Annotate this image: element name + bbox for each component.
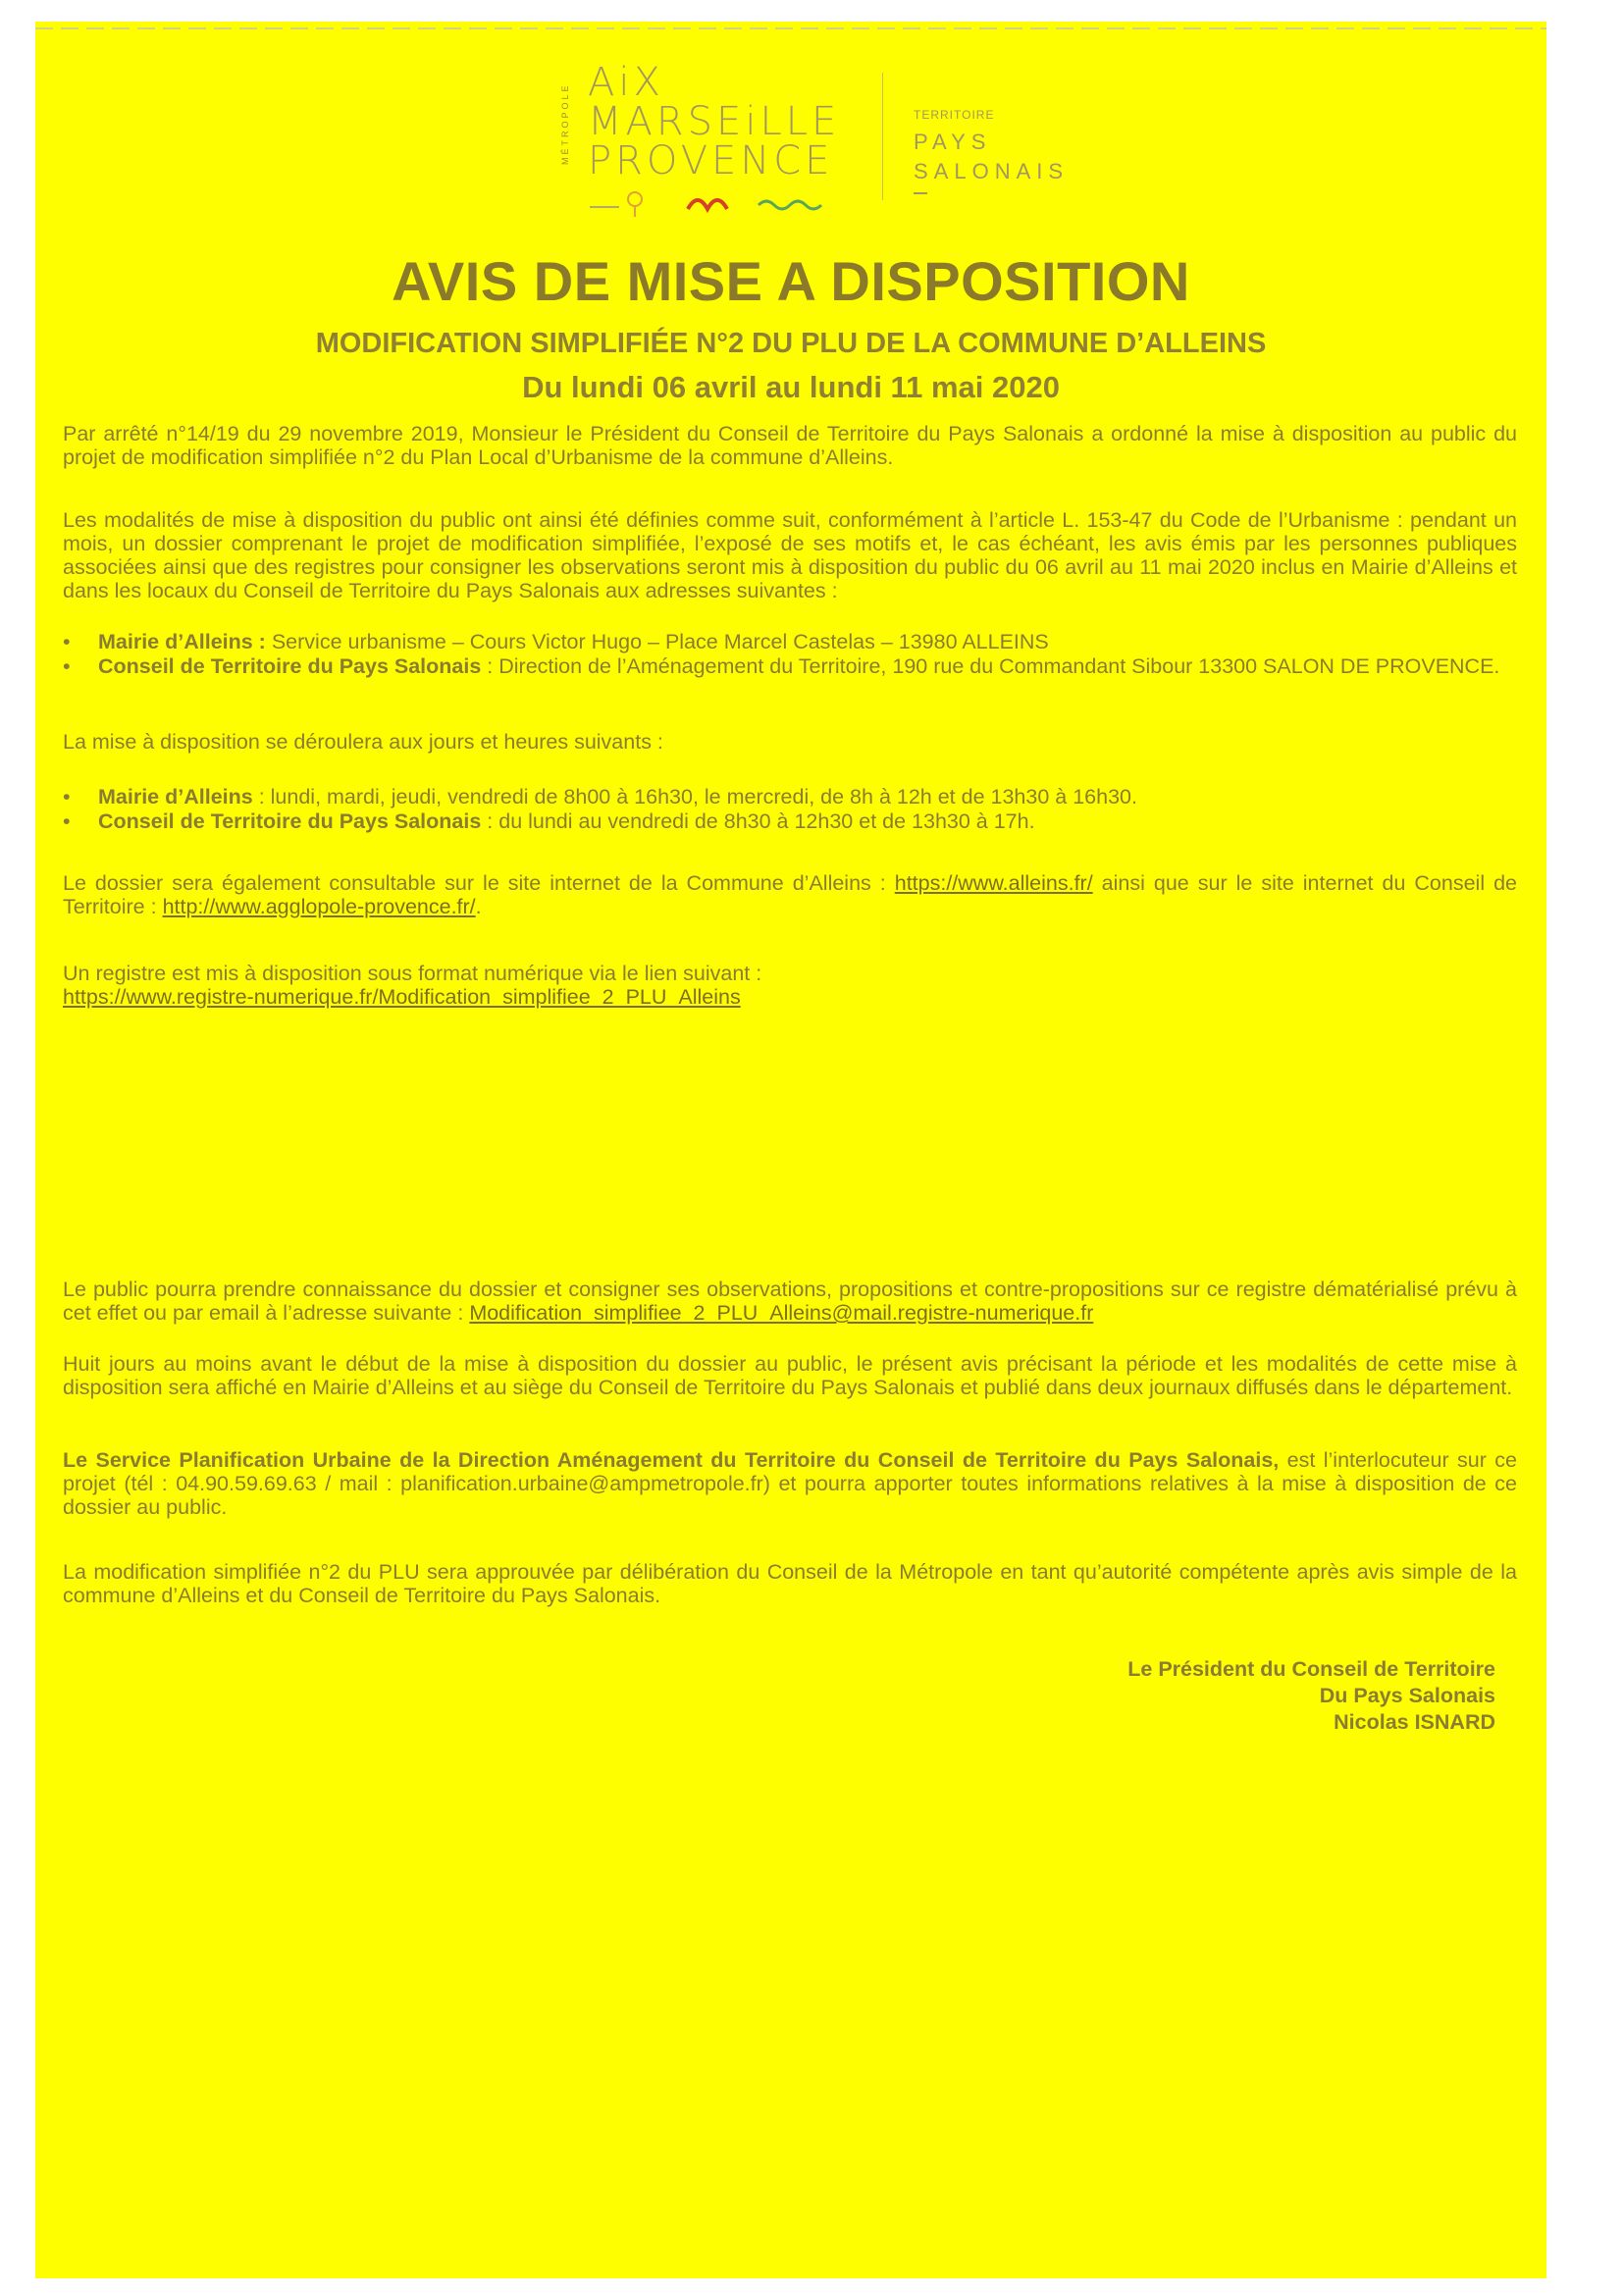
logo-metropole-vertical: MÉTROPOLE — [560, 82, 570, 165]
page-title: AVIS DE MISE A DISPOSITION — [392, 250, 1190, 312]
page-subtitle: MODIFICATION SIMPLIFIÉE N°2 DU PLU DE LA COMMUNE D’ALLEINS — [315, 328, 1267, 359]
paragraph-jours-heures: La mise à disposition se déroulera aux jours et heures suivants : — [63, 730, 663, 754]
registre-email-link[interactable]: Modification_simplifiee_2_PLU_Alleins@mail.registre-numerique.fr — [469, 1301, 1094, 1325]
bullet-icon: • — [63, 809, 71, 833]
list-item-address-mairie — [63, 630, 1517, 653]
consultation-text-c: . — [475, 895, 482, 918]
paragraph-arrete: Par arrêté n°14/19 du 29 novembre 2019, Monsieur le Président du Conseil de Territoire du Pays Salonais a ordonné la mise à disposition au public du projet de modification simplifiée n°2 du Plan Local d’Urbanisme de la commune d’Alleins. — [63, 422, 1517, 469]
paragraph-interlocuteur — [63, 1448, 1517, 1519]
registre-numerique-link[interactable]: https://www.registre-numerique.fr/Modification_simplifiee_2_PLU_Alleins — [63, 985, 741, 1009]
logo-territoire-name-1: PAYS — [914, 130, 992, 154]
logo-waves-icon — [590, 185, 845, 225]
paragraph-approbation: La modification simplifiée n°2 du PLU sera approuvée par délibération du Conseil de la Métropole en tant qu’autorité compétente après avis simple de la commune d’Alleins et du Conseil de Territoire du Pays Salonais. — [63, 1560, 1517, 1607]
consultation-text-a: Le dossier sera également consultable sur le site internet de la Commune d’Alleins : — [63, 871, 895, 895]
interlocuteur-text: est l’interlocuteur sur ce projet (tél : 04.90.59.69.63 / mail : planification.urbaine@ampmetropole.fr) et pourra apporter toutes informations relatives à la mise à disposition de ce dossier au public. — [63, 1448, 1517, 1519]
bullet-icon: • — [63, 654, 71, 678]
logo-territoire-name-2: SALONAIS — [914, 159, 1070, 183]
address-conseil-label: Conseil de Territoire du Pays Salonais — [98, 654, 482, 678]
consultation-text-b: ainsi que sur le site internet du Conseil de Territoire : — [63, 871, 1518, 918]
list-item-hours-mairie — [63, 785, 1517, 809]
bullet-icon: • — [63, 785, 71, 809]
document-page — [35, 22, 1546, 2278]
logo-line-marseille: MARSEiLLE — [588, 99, 841, 144]
top-dashed-line — [35, 27, 1546, 29]
registre-text: Un registre est mis à disposition sous format numérique via le lien suivant : — [63, 962, 762, 985]
public-text: Le public pourra prendre connaissance du dossier et consigner ses observations, propositions et contre-propositions sur ce registre dématérialisé prévu à cet effet ou par email à l’adresse suivante : — [63, 1278, 1517, 1325]
signature-block — [1127, 1656, 1495, 1736]
logo-territoire-dash — [914, 192, 927, 194]
hours-mairie-label: Mairie d’Alleins — [98, 785, 253, 809]
paragraph-public — [63, 1278, 1517, 1325]
bullet-icon: • — [63, 630, 71, 653]
logo-wordmark — [588, 60, 841, 183]
paragraph-consultation — [63, 871, 1517, 918]
logo-line-provence: PROVENCE — [588, 138, 834, 183]
signature-name: Nicolas ISNARD — [1334, 1710, 1495, 1734]
hours-conseil-text: : du lundi au vendredi de 8h30 à 12h30 et de 13h30 à 17h. — [481, 809, 1035, 833]
list-item-hours-conseil — [63, 809, 1517, 833]
address-mairie-label: Mairie d’Alleins : — [98, 630, 266, 653]
agglopole-website-link[interactable]: http://www.agglopole-provence.fr/ — [162, 895, 476, 918]
logo-territoire — [914, 108, 1069, 194]
logo-separator — [882, 73, 883, 200]
list-item-address-conseil — [63, 654, 1517, 678]
paragraph-registre — [63, 962, 1517, 1009]
logo-territoire-label: TERRITOIRE — [914, 108, 995, 122]
hours-conseil-label: Conseil de Territoire du Pays Salonais — [98, 809, 482, 833]
hours-mairie-text: : lundi, mardi, jeudi, vendredi de 8h00 à 16h30, le mercredi, de 8h à 12h et de 13h30 à 16h30. — [252, 785, 1137, 809]
paragraph-modalites: Les modalités de mise à disposition du public ont ainsi été définies comme suit, conformément à l’article L. 153-47 du Code de l’Urbanisme : pendant un mois, un dossier comprenant le projet de modification simplifiée, l’exposé de ses motifs et, le cas échéant, les avis émis par les personnes publiques associées ainsi que des registres pour consigner les observations seront mis à disposition du public du 06 avril au 11 mai 2020 inclus en Mairie d’Alleins et dans les locaux du Conseil de Territoire du Pays Salonais aux adresses suivantes : — [63, 508, 1517, 602]
signature-line-2: Du Pays Salonais — [1319, 1684, 1495, 1707]
logo-line-aix: AiX — [588, 60, 664, 105]
alleins-website-link[interactable]: https://www.alleins.fr/ — [894, 871, 1093, 895]
address-conseil-text: : Direction de l’Aménagement du Territoire, 190 rue du Commandant Sibour 13300 SALON DE PROVENCE. — [481, 654, 1500, 678]
address-mairie-text: Service urbanisme – Cours Victor Hugo – Place Marcel Castelas – 13980 ALLEINS — [265, 630, 1049, 653]
paragraph-affichage: Huit jours au moins avant le début de la mise à disposition du dossier au public, le présent avis précisant la période et les modalités de cette mise à disposition sera affiché en Mairie d’Alleins et au siège du Conseil de Territoire du Pays Salonais et publié dans deux journaux diffusés dans le département. — [63, 1352, 1517, 1399]
period-dates: Du lundi 06 avril au lundi 11 mai 2020 — [522, 370, 1060, 404]
signature-line-1: Le Président du Conseil de Territoire — [1127, 1657, 1495, 1681]
interlocuteur-service: Le Service Planification Urbaine de la Direction Aménagement du Territoire du Conseil de Territoire du Pays Salonais, — [63, 1448, 1280, 1472]
metropole-logo — [560, 43, 1110, 230]
